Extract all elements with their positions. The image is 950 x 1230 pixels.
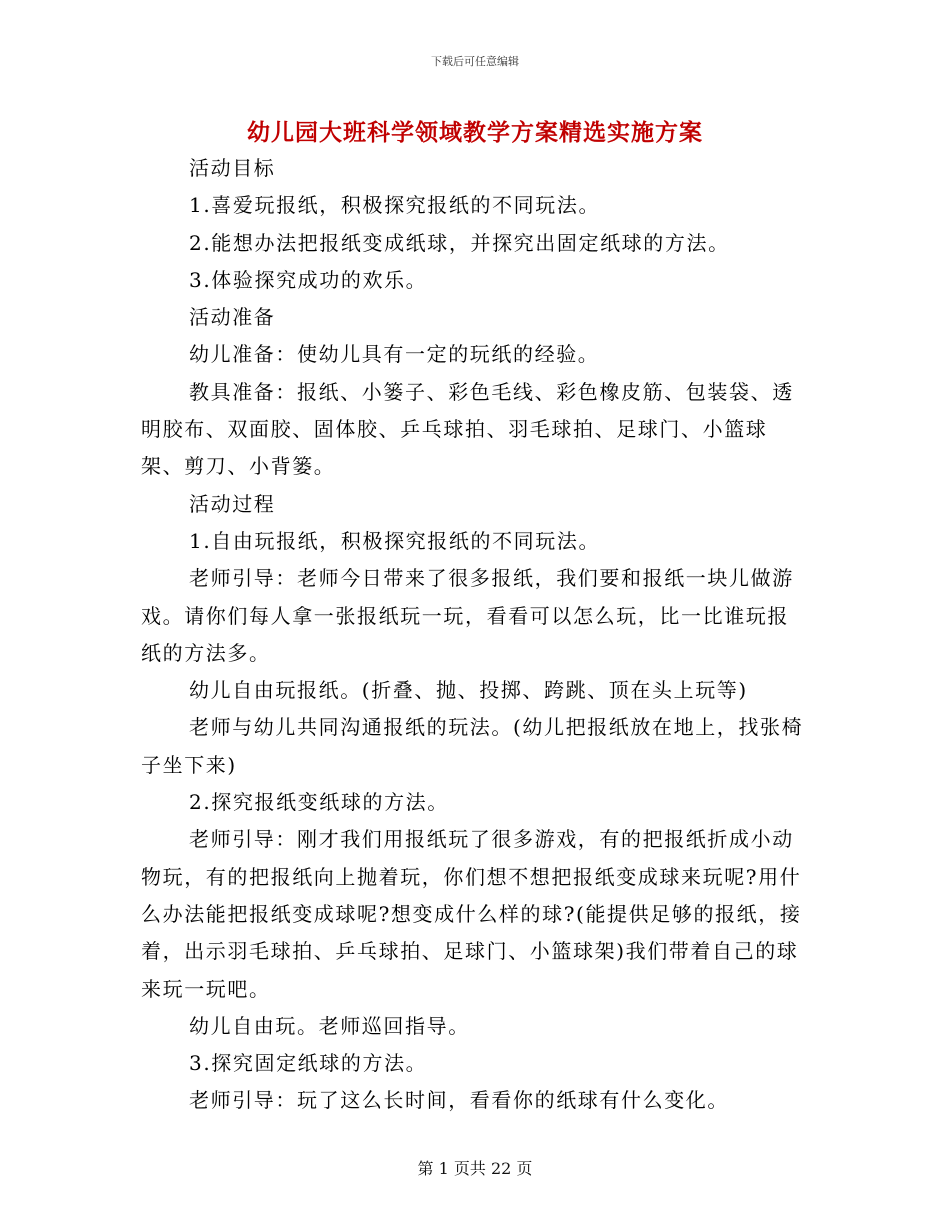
process-step-1: 1.自由玩报纸，积极探究报纸的不同玩法。 [189,528,601,553]
goal-item-3: 3.体验探究成功的欢乐。 [189,267,428,292]
section-heading-process: 活动过程 [189,491,276,516]
process-paragraph: 老师与幼儿共同沟通报纸的玩法。(幼儿把报纸放在地上，找张椅子坐下来) [141,715,804,777]
process-paragraph: 幼儿自由玩。老师巡回指导。 [189,1013,470,1038]
process-step-2: 2.探究报纸变纸球的方法。 [189,790,449,815]
process-step-3: 3.探究固定纸球的方法。 [189,1051,428,1076]
section-heading-preparation: 活动准备 [189,305,276,330]
page-header-note: 下载后可任意编辑 [431,55,519,68]
section-heading-goals: 活动目标 [189,156,276,180]
preparation-materials: 教具准备：报纸、小篓子、彩色毛线、彩色橡皮筋、包装袋、透明胶布、双面胶、固体胶、乒乓球拍、羽毛球拍、足球门、小篮球架、剪刀、小背篓。 [141,379,794,479]
process-paragraph: 老师引导：刚才我们用报纸玩了很多游戏，有的把报纸折成小动物玩，有的把报纸向上抛着玩，你们想不想把报纸变成球来玩呢?用什么办法能把报纸变成球呢?想变成什么样的球?(能提供足够的报纸，接着，出示羽毛球拍、乒乓球拍、足球门、小篮球架)我们带着自己的球来玩一玩吧。 [141,827,802,1001]
process-paragraph: 老师引导：老师今日带来了很多报纸，我们要和报纸一块儿做游戏。请你们每人拿一张报纸玩一玩，看看可以怎么玩，比一比谁玩报纸的方法多。 [141,566,794,665]
goal-item-1: 1.喜爱玩报纸，积极探究报纸的不同玩法。 [189,193,601,218]
process-paragraph: 老师引导：玩了这么长时间，看看你的纸球有什么变化。 [189,1088,729,1113]
document-body [141,150,809,1120]
process-paragraph: 幼儿自由玩报纸。(折叠、抛、投掷、跨跳、顶在头上玩等) [189,678,748,703]
page-number-footer: 第 1 页共 22 页 [417,1159,533,1178]
goal-item-2: 2.能想办法把报纸变成纸球，并探究出固定纸球的方法。 [189,230,730,255]
preparation-children: 幼儿准备：使幼儿具有一定的玩纸的经验。 [189,342,600,367]
document-title: 幼儿园大班科学领域教学方案精选实施方案 [247,120,703,146]
